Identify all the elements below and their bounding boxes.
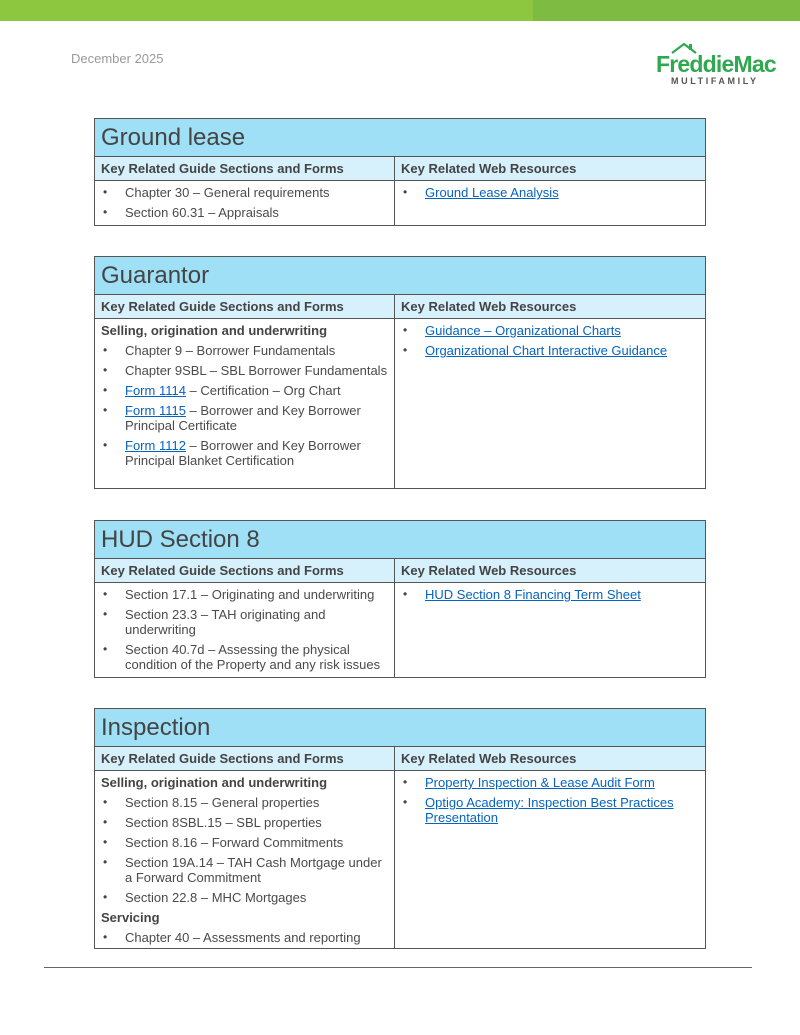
list-item: • Section 40.7d – Assessing the physical condition of the Property and any risk issues	[101, 642, 388, 672]
list-item: • Chapter 9 – Borrower Fundamentals	[101, 343, 388, 358]
table-body-row	[95, 319, 705, 488]
form-description: – Certification – Org Chart	[185, 383, 341, 398]
guide-list	[101, 343, 388, 468]
guide-column-header: Key Related Guide Sections and Forms	[95, 747, 395, 770]
form-1112-link[interactable]: Form 1112	[125, 438, 186, 453]
document-date: December 2025	[71, 51, 164, 66]
table-header-row	[95, 157, 705, 181]
list-item: • Section 8.16 – Forward Commitments	[101, 835, 388, 850]
guide-cell	[95, 319, 395, 488]
logo-subtext: MULTIFAMILY	[671, 76, 759, 86]
list-item	[101, 383, 388, 398]
top-color-bar	[0, 0, 800, 21]
top-bar-segment-dark	[533, 0, 800, 21]
list-item	[401, 343, 699, 358]
list-item: • Section 8.15 – General properties	[101, 795, 388, 810]
list-item	[401, 587, 699, 602]
guide-column-header: Key Related Guide Sections and Forms	[95, 295, 395, 318]
guide-list	[101, 795, 388, 905]
form-1115-link[interactable]: Form 1115	[125, 403, 186, 418]
web-column-header: Key Related Web Resources	[401, 563, 577, 578]
table-body-row	[95, 583, 705, 677]
hud-section-8-table	[94, 520, 706, 678]
list-item: • Section 8SBL.15 – SBL properties	[101, 815, 388, 830]
web-column-header: Key Related Web Resources	[401, 161, 577, 176]
guide-column-header: Key Related Guide Sections and Forms	[95, 559, 395, 582]
table-title: HUD Section 8	[95, 521, 705, 559]
list-item	[101, 438, 388, 468]
ground-lease-analysis-link[interactable]: Ground Lease Analysis	[425, 185, 559, 200]
web-links-list	[401, 775, 699, 825]
table-header-row	[95, 295, 705, 319]
list-item	[401, 323, 699, 338]
list-item	[401, 775, 699, 790]
subsection-heading: Selling, origination and underwriting	[101, 323, 328, 338]
org-chart-interactive-link[interactable]: Organizational Chart Interactive Guidance	[425, 343, 668, 358]
list-item	[101, 403, 388, 433]
table-body-row	[95, 771, 705, 948]
guide-cell	[95, 771, 395, 948]
table-header-row	[95, 747, 705, 771]
list-item	[401, 185, 699, 200]
guide-cell	[95, 583, 395, 677]
web-cell	[395, 181, 705, 225]
guide-cell	[95, 181, 395, 225]
optigo-academy-link[interactable]: Optigo Academy: Inspection Best Practices Presentation	[425, 795, 674, 825]
footer-divider	[44, 967, 752, 968]
table-title: Ground lease	[95, 119, 705, 157]
servicing-list	[101, 930, 388, 945]
ground-lease-table	[94, 118, 706, 226]
table-title: Inspection	[95, 709, 705, 747]
guide-list	[101, 587, 388, 672]
web-links-list	[401, 185, 699, 200]
freddie-mac-logo	[656, 42, 780, 90]
list-item: • Section 23.3 – TAH originating and underwriting	[101, 607, 388, 637]
logo-brand-text: FreddieMac	[656, 51, 776, 77]
hud-term-sheet-link[interactable]: HUD Section 8 Financing Term Sheet	[425, 587, 641, 602]
table-title: Guarantor	[95, 257, 705, 295]
guide-list	[101, 185, 388, 220]
web-column-header: Key Related Web Resources	[401, 751, 577, 766]
inspection-table	[94, 708, 706, 949]
subsection-heading: Selling, origination and underwriting	[101, 775, 328, 790]
web-links-list	[401, 587, 699, 602]
list-item: • Section 22.8 – MHC Mortgages	[101, 890, 388, 905]
table-body-row	[95, 181, 705, 225]
subsection-heading-servicing: Servicing	[101, 910, 160, 925]
list-item	[401, 795, 699, 825]
table-header-row	[95, 559, 705, 583]
list-item: • Section 60.31 – Appraisals	[101, 205, 388, 220]
top-bar-segment-light	[0, 0, 533, 21]
list-item: • Section 19A.14 – TAH Cash Mortgage under a Forward Commitment	[101, 855, 388, 885]
list-item: • Chapter 9SBL – SBL Borrower Fundamentals	[101, 363, 388, 378]
list-item: • Section 17.1 – Originating and underwriting	[101, 587, 388, 602]
web-cell	[395, 771, 705, 948]
form-1114-link[interactable]: Form 1114	[125, 383, 186, 398]
web-column-header: Key Related Web Resources	[401, 299, 577, 314]
web-cell	[395, 319, 705, 488]
guide-column-header: Key Related Guide Sections and Forms	[95, 157, 395, 180]
web-cell	[395, 583, 705, 677]
list-item: • Chapter 30 – General requirements	[101, 185, 388, 200]
form-description: – Borrower and Key Borrower Principal Certificate	[125, 403, 361, 433]
list-item: • Chapter 40 – Assessments and reporting	[101, 930, 388, 945]
guarantor-table	[94, 256, 706, 489]
form-description: – Borrower and Key Borrower Principal Blanket Certification	[125, 438, 361, 468]
org-charts-guidance-link[interactable]: Guidance – Organizational Charts	[425, 323, 621, 338]
inspection-audit-form-link[interactable]: Property Inspection & Lease Audit Form	[425, 775, 655, 790]
web-links-list	[401, 323, 699, 358]
